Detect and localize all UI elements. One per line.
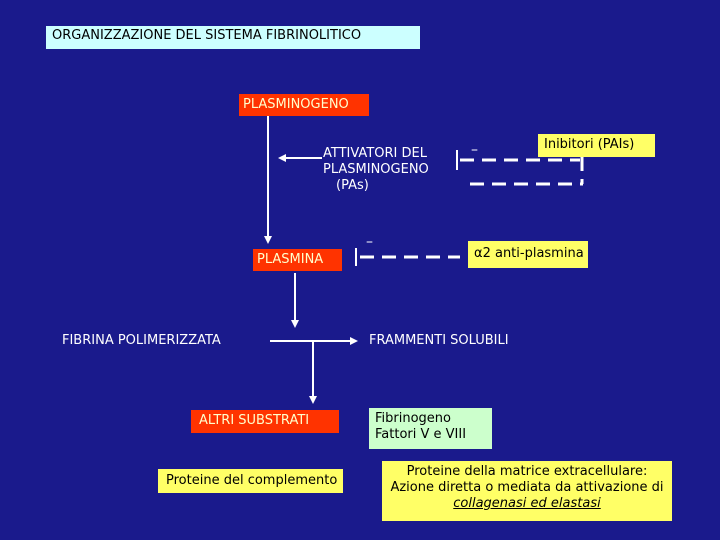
matrice-line-1: Proteine della matrice extracellulare:: [406, 464, 648, 479]
fibrinogeno-line-1: Fibrinogeno: [375, 411, 451, 426]
plasminogeno-box: PLASMINOGENO: [239, 94, 369, 116]
minus-sign-plasmina: –: [366, 234, 373, 250]
inibitori-box: Inibitori (PAIs): [538, 134, 655, 157]
attivatori-line-2: PLASMINOGENO: [323, 162, 429, 177]
frammenti-solubili-label: FRAMMENTI SOLUBILI: [369, 333, 509, 348]
matrice-line-2: Azione diretta o mediata da attivazione di: [390, 480, 664, 495]
minus-sign-pas: –: [471, 142, 478, 158]
fibrinogeno-line-2: Fattori V e VIII: [375, 427, 467, 442]
attivatori-line-1: ATTIVATORI DEL: [323, 146, 427, 161]
plasmina-box: PLASMINA: [253, 249, 342, 271]
matrice-line-3: collagenasi ed elastasi: [453, 496, 601, 511]
altri-substrati-box: ALTRI SUBSTRATI: [191, 410, 339, 433]
fibrina-polimerizzata-label: FIBRINA POLIMERIZZATA: [62, 333, 221, 348]
diagram-title: ORGANIZZAZIONE DEL SISTEMA FIBRINOLITICO: [46, 26, 420, 49]
attivatori-line-3: (PAs): [336, 178, 369, 193]
complemento-box: Proteine del complemento: [158, 469, 343, 493]
alpha2-antiplasmina-box: α2 anti-plasmina: [468, 241, 588, 268]
